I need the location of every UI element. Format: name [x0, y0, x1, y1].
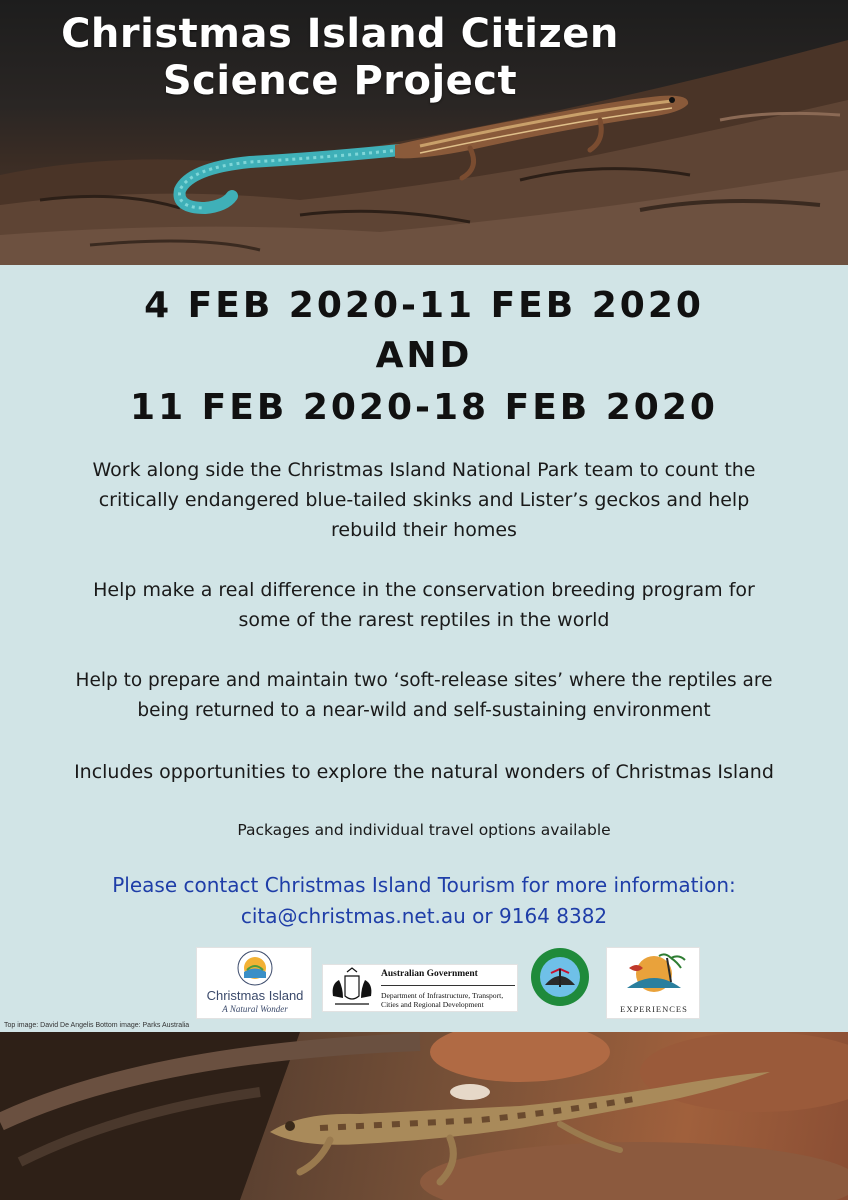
paragraph-line: Help make a real difference in the conservation breeding program for [93, 579, 755, 601]
department-line: Department of Infrastructure, Transport, [381, 991, 504, 1000]
parks-australia-emblem-icon [527, 947, 593, 1007]
experiences-emblem-icon [607, 948, 700, 1004]
paragraph-work-alongside [10, 455, 838, 545]
date-conjunction: AND [375, 335, 473, 376]
experiences-logo-name: EXPERIENCES [620, 1004, 688, 1014]
bottom-photo-listers-gecko [0, 1032, 848, 1200]
top-photo-blue-tailed-skink [0, 0, 848, 265]
government-department [381, 991, 517, 1009]
photo-credits: Top image: David De Angelis Bottom image: Parks Australia [4, 1022, 190, 1029]
christmas-island-tourism-logo [196, 947, 312, 1019]
date-range-1: 4 FEB 2020-11 FEB 2020 [144, 285, 704, 326]
paragraph-packages: Packages and individual travel options available [237, 821, 611, 839]
coat-of-arms-icon [325, 966, 379, 1012]
paragraph-line: critically endangered blue-tailed skinks and Lister’s geckos and help [98, 489, 750, 511]
indian-ocean-experiences-logo [606, 947, 700, 1019]
page-title-line-1: Christmas Island Citizen [61, 11, 619, 57]
parks-australia-logo [527, 947, 593, 1007]
tourism-logo-name: Christmas Island [206, 988, 304, 1003]
page-title-line-2: Science Project [162, 58, 518, 104]
australian-government-logo [322, 964, 518, 1012]
department-line: Cities and Regional Development [381, 1000, 484, 1009]
paragraph-line: being returned to a near-wild and self-sustaining environment [137, 700, 711, 721]
paragraph-breeding-program [10, 575, 838, 635]
paragraph-line: Work along side the Christmas Island National Park team to count the [92, 459, 756, 481]
paragraph-line: some of the rarest reptiles in the world [238, 609, 610, 631]
paragraph-soft-release [10, 666, 838, 726]
government-name: Australian Government [381, 969, 478, 979]
government-divider [381, 985, 515, 986]
contact-details[interactable]: cita@christmas.net.au or 9164 8382 [240, 904, 608, 928]
paragraph-line: rebuild their homes [331, 519, 517, 541]
paragraph-natural-wonders: Includes opportunities to explore the natural wonders of Christmas Island [74, 761, 774, 783]
date-range-2: 11 FEB 2020-18 FEB 2020 [130, 387, 718, 428]
paragraph-line: Help to prepare and maintain two ‘soft-release sites’ where the reptiles are [75, 670, 773, 691]
tourism-logo-tagline: A Natural Wonder [222, 1004, 288, 1014]
tourism-emblem-icon [197, 948, 312, 988]
gecko-illustration [0, 1032, 848, 1200]
contact-prompt: Please contact Christmas Island Tourism for more information: [112, 873, 736, 897]
